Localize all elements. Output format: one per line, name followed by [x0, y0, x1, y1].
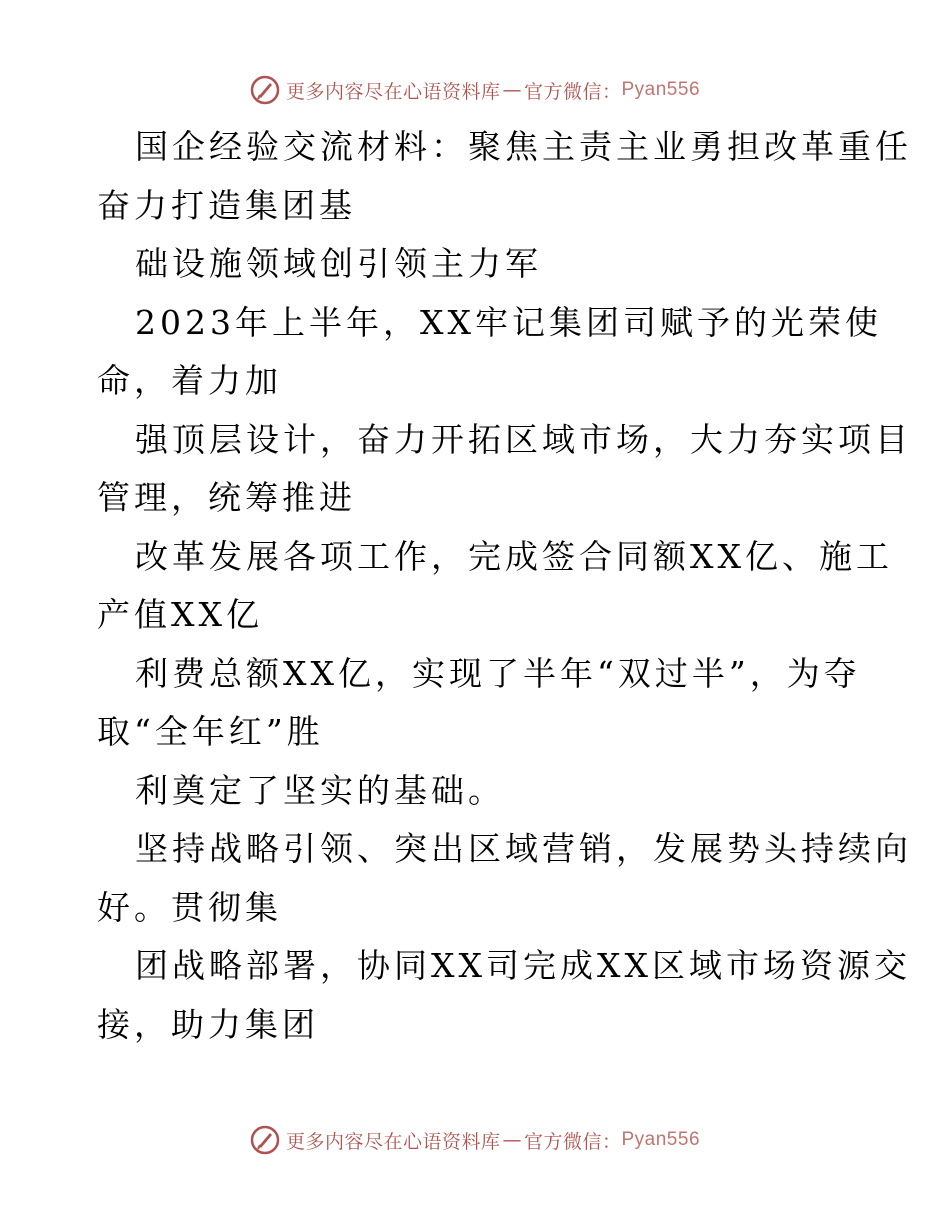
text-line: 好。贯彻集 [97, 887, 282, 927]
watermark-contact-id: Pyan556 [621, 79, 701, 100]
watermark-site-text: 更多内容尽在心语资料库 [285, 80, 501, 103]
header-watermark [0, 70, 950, 110]
text-line: 奋力打造集团基 [97, 185, 356, 225]
text-line: 团战略部署，协同XX司完成XX区域市场资源交 [135, 946, 911, 985]
text-line: 取“全年红”胜 [97, 712, 324, 751]
text-line: 接，助力集团 [97, 1004, 319, 1044]
quill-logo-icon [250, 75, 280, 105]
quill-logo-icon [250, 1125, 280, 1155]
text-line: 础设施领域创引领主力军 [135, 244, 542, 283]
text-line: 管理，统筹推进 [97, 478, 356, 517]
text-line: 强顶层设计，奋力开拓区域市场，大力夯实项目 [135, 419, 912, 459]
text-line: 产值XX亿 [97, 595, 263, 634]
watermark-dash: — [502, 79, 522, 101]
watermark-site-text: 更多内容尽在心语资料库 [285, 1130, 501, 1153]
text-line: 利奠定了坚实的基础。 [135, 770, 505, 810]
watermark-contact-label: 官方微信： [523, 1130, 622, 1153]
text-line: 坚持战略引领、突出区域营销，发展势头持续向 [135, 829, 912, 868]
footer-watermark [0, 1120, 950, 1160]
text-line: 2023年上半年，XX牢记集团司赋予的光荣使 [135, 302, 882, 342]
text-line: 国企经验交流材料：聚焦主责主业勇担改革重任 [135, 127, 912, 166]
watermark-contact-id: Pyan556 [621, 1129, 701, 1150]
document-body [97, 118, 912, 1054]
text-line: 改革发展各项工作，完成签合同额XX亿、施工 [135, 536, 893, 576]
text-line: 利费总额XX亿，实现了半年“双过半”，为夺 [135, 653, 861, 693]
watermark-dash: — [502, 1129, 522, 1151]
watermark-contact-label: 官方微信： [523, 80, 622, 103]
text-line: 命，着力加 [97, 361, 282, 400]
